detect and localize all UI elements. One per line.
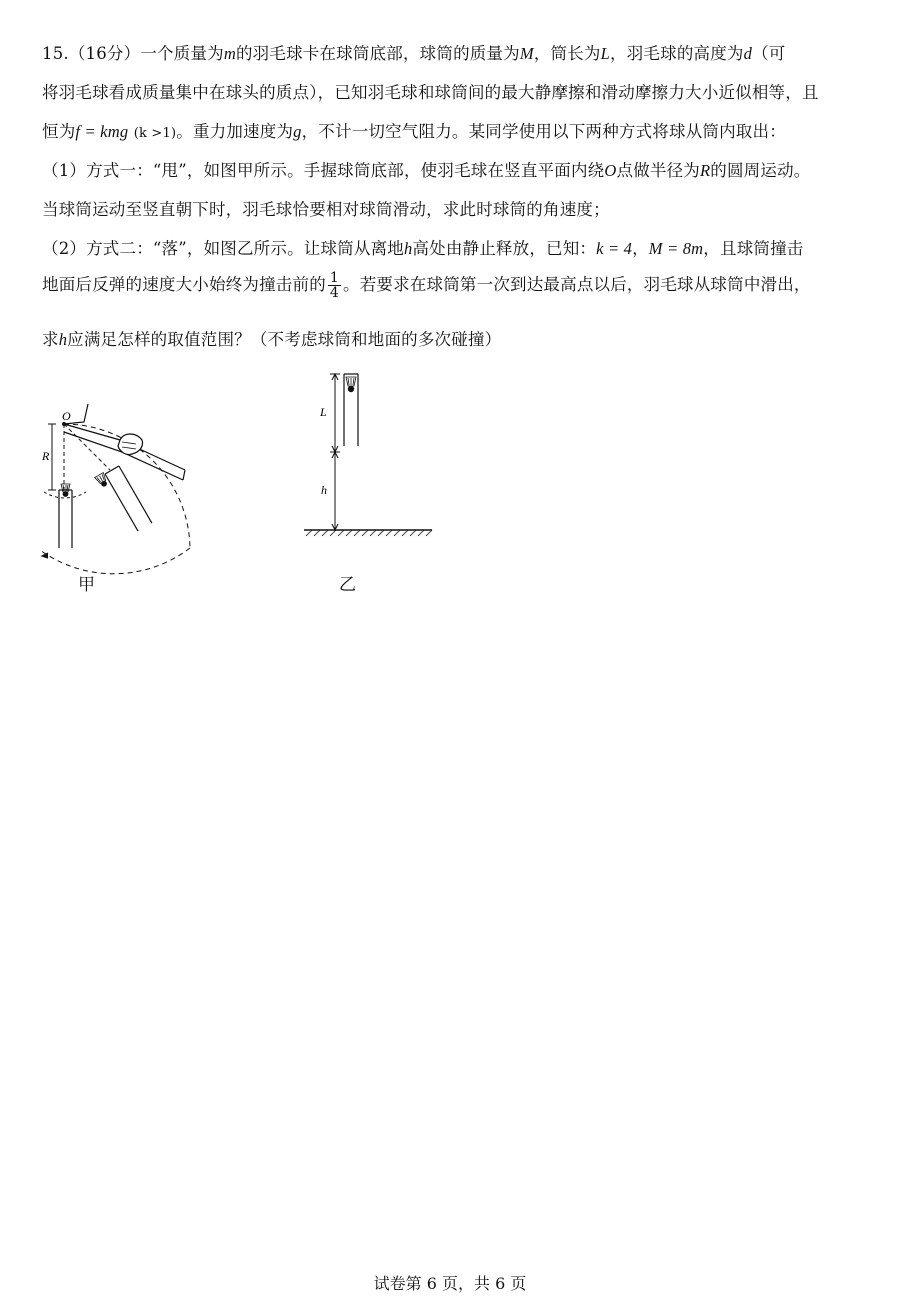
figure-a-caption: 甲 <box>78 575 95 595</box>
page-footer: 试卷第 6 页，共 6 页 <box>373 1274 527 1293</box>
shuttlecock-in-tube-icon <box>346 377 356 392</box>
part1-line-2: 当球筒运动至竖直朝下时，羽毛球恰要相对球筒滑动，求此时球筒的角速度； <box>42 200 610 219</box>
question-line-3: 恒为f = kmg (k >1)。重力加速度为g，不计一切空气阻力。某同学使用以下两种方式将球从筒内取出： <box>42 122 786 141</box>
part2-line-3: 求h应满足怎样的取值范围？（不考虑球筒和地面的多次碰撞） <box>42 330 502 349</box>
part1-line-1: （1）方式一：“甩”，如图甲所示。手握球筒底部，使羽毛球在竖直平面内绕O点做半径为R的圆周运动。 <box>42 161 811 180</box>
figure-b-caption: 乙 <box>339 575 356 595</box>
label-O: O <box>62 409 71 423</box>
question-line-1: 15.（16分）一个质量为m的羽毛球卡在球筒底部，球筒的质量为M，筒长为L，羽毛球的高度为d（可 <box>42 44 786 63</box>
fraction-one-quarter: $\frac{1}{4}$ <box>329 270 340 301</box>
label-R: R <box>42 449 50 463</box>
part2-line-1: （2）方式二：“落”，如图乙所示。让球筒从离地h高处由静止释放，已知：k = 4，M = 8m，且球筒撞击 <box>42 239 804 258</box>
label-L: L <box>320 405 327 419</box>
ground-hatching <box>306 530 432 536</box>
part2-line-2: 地面后反弹的速度大小始终为撞击前的 $\frac{1}{4}$ 。若要求在球筒第一次到达最高点以后，羽毛球从球筒中滑出， <box>42 270 811 301</box>
label-h: h <box>321 483 327 497</box>
question-line-2: 将羽毛球看成质量集中在球头的质点），已知羽毛球和球筒间的最大静摩擦和滑动摩擦力大小近似相等，且 <box>42 83 819 102</box>
figure-b-drop-diagram <box>0 0 900 620</box>
